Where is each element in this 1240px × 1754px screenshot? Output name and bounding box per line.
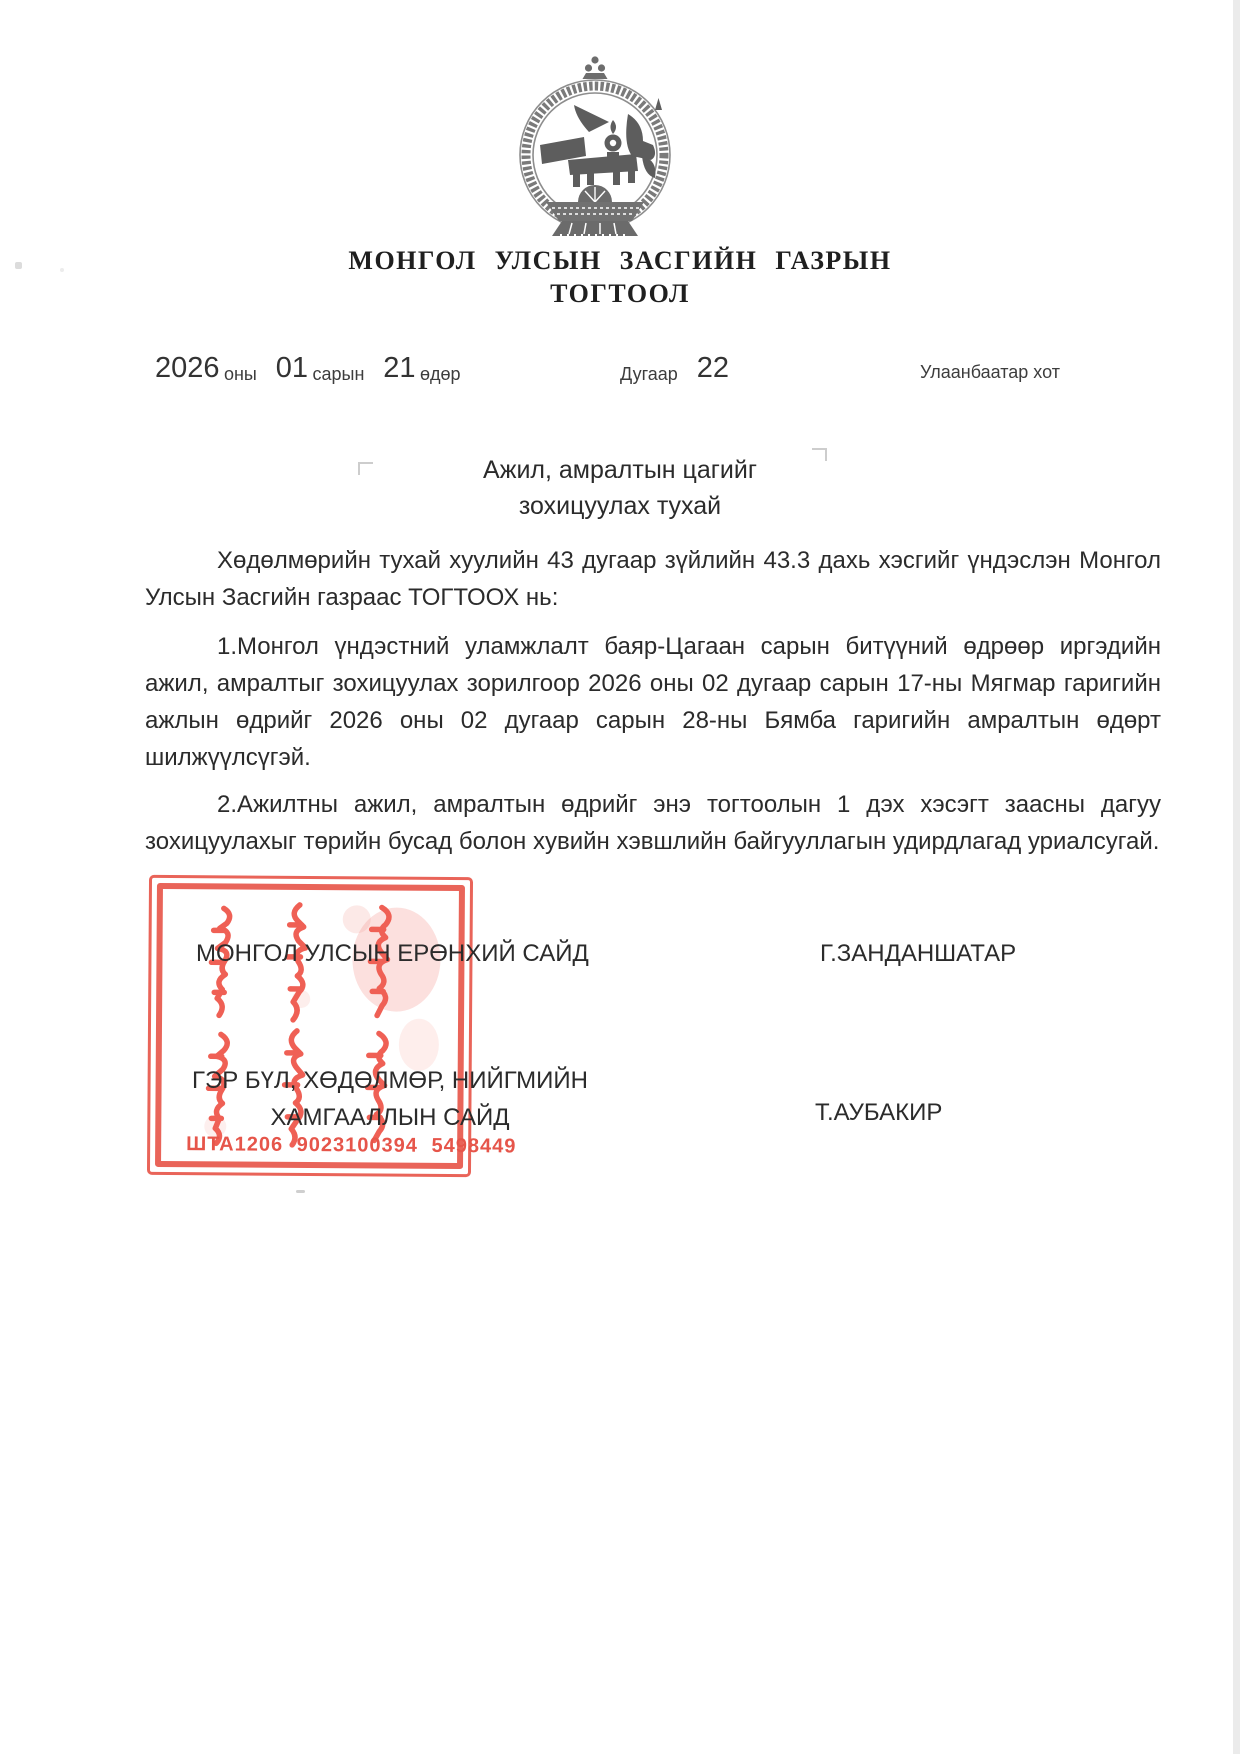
- year-value: 2026: [155, 352, 220, 384]
- clause-2-paragraph: 2.Ажилтны ажил, амралтын өдрийг энэ тогтоолын 1 дэх хэсэгт заасны дагуу зохицуулахыг төрийн бусад болон хувийн хэвшлийн байгууллагын удирдлагад уриалсугай.: [145, 791, 1161, 855]
- city-label: Улаанбаатар хот: [920, 362, 1060, 382]
- resolution-number-group: [620, 352, 729, 385]
- stamp-serial-number: ШТА1206 9023100394 5498449: [186, 1133, 517, 1158]
- date-group: [155, 352, 461, 385]
- clause-1-paragraph: 1.Монгол үндэстний уламжлалт баяр-Цагаан сарын битүүний өдрөөр иргэдийн ажил, амралтыг зохицуулах зорилгоор 2026 оны 02 дугаар сарын 17-ны Мягмар гаригийн ажлын өдрийг 2026 оны 02 дугаар сарын 28-ны Бямба гаригийн амралтын өдөрт шилжүүлсүгэй.: [145, 633, 1161, 771]
- scan-artifact: [296, 1190, 305, 1193]
- title-line-2: зохицуулах тухай: [518, 492, 722, 520]
- signature-1-name: Г.ЗАНДАНШАТАР: [820, 940, 1017, 967]
- signature-1-title: МОНГОЛ УЛСЫН ЕРӨНХИЙ САЙД: [196, 940, 589, 967]
- year-label: оны: [223, 364, 257, 384]
- org-name: МОНГОЛ УЛСЫН ЗАСГИЙН ГАЗРЫН: [348, 246, 892, 275]
- mongolia-state-emblem-icon: [512, 52, 678, 240]
- day-label: өдөр: [420, 364, 461, 384]
- month-value: 01: [275, 352, 309, 384]
- signature-2-title-line1: ГЭР БҮЛ, ХӨДӨЛМӨР, НИЙГМИЙН: [191, 1067, 589, 1094]
- signature-2-name: Т.АУБАКИР: [815, 1099, 943, 1126]
- preamble-paragraph: Хөдөлмөрийн тухай хуулийн 43 дугаар зүйлийн 43.3 дахь хэсгийг үндэслэн Монгол Улсын Засгийн газраас ТОГТООХ нь:: [145, 547, 1161, 611]
- number-value: 22: [696, 352, 729, 384]
- day-value: 21: [383, 352, 416, 384]
- resolution-title: [0, 452, 1240, 524]
- issuing-authority-heading: [0, 244, 1240, 310]
- number-label: Дугаар: [620, 364, 678, 384]
- title-line-1: Ажил, амралтын цагийг: [483, 456, 757, 484]
- document-type: ТОГТООЛ: [550, 279, 690, 308]
- signature-2-title-line2: ХАМГААЛЛЫН САЙД: [270, 1104, 510, 1131]
- signature-2-title: [180, 1062, 600, 1136]
- date-number-line: [0, 352, 1240, 392]
- month-label: сарын: [312, 364, 365, 384]
